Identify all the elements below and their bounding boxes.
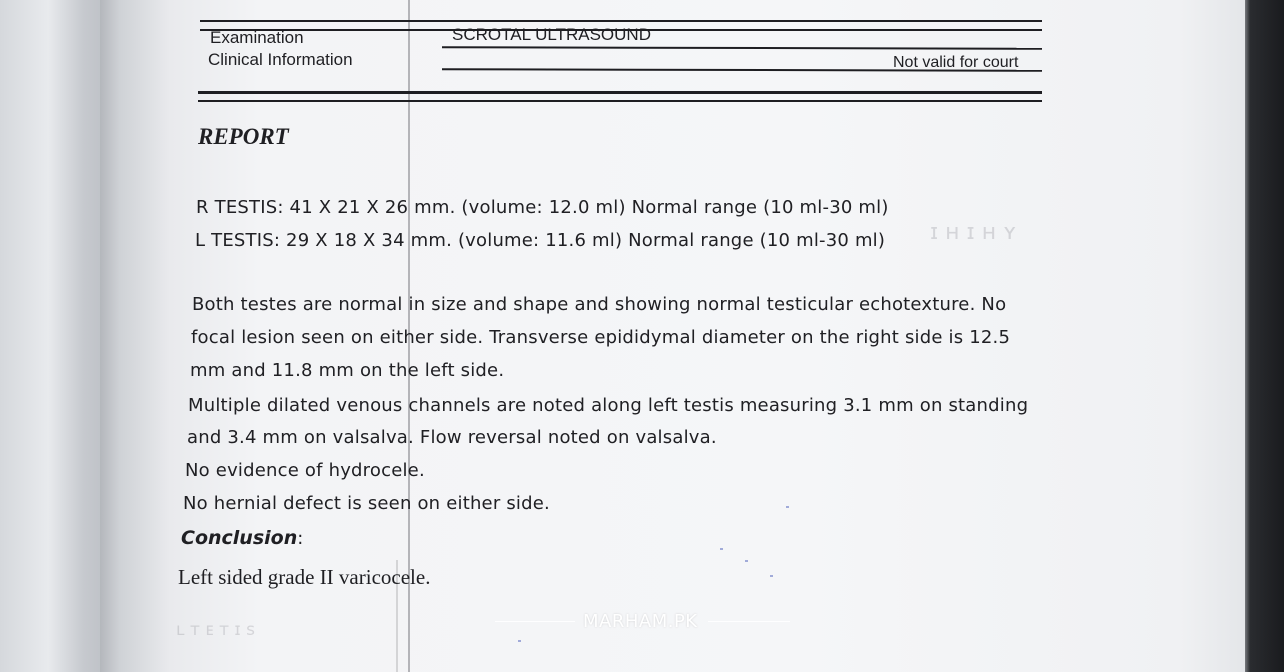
court-note: Not valid for court xyxy=(893,54,1019,71)
ink-speck xyxy=(745,560,748,562)
finding-line: No evidence of hydrocele. xyxy=(185,460,425,481)
finding-line: and 3.4 mm on valsalva. Flow reversal noted on valsalva. xyxy=(187,427,717,448)
finding-line: mm and 11.8 mm on the left side. xyxy=(190,360,505,381)
r-testis-measurement: R TESTIS: 41 X 21 X 26 mm. (volume: 12.0 ml) Normal range (10 ml-30 ml) xyxy=(196,197,889,218)
finding-line: No hernial defect is seen on either side. xyxy=(183,493,550,514)
examination-label: Examination xyxy=(210,28,304,47)
conclusion-heading xyxy=(181,527,304,549)
header-rule-bottom xyxy=(198,91,1042,94)
header-rule-bottom-2 xyxy=(198,100,1042,102)
finding-line: focal lesion seen on either side. Transverse epididymal diameter on the right side is 12.5 xyxy=(191,327,1011,348)
watermark-line-left xyxy=(495,621,575,622)
ghost-bleed-text: ɪ ʜ ɪ ʜ ʏ xyxy=(930,220,1017,245)
header-rule-top xyxy=(200,20,1042,22)
ink-speck xyxy=(770,575,773,577)
finding-line: Both testes are normal in size and shape and showing normal testicular echotexture. No xyxy=(192,294,1007,315)
ink-speck xyxy=(720,548,723,550)
marham-watermark: MARHAM.PK xyxy=(583,611,698,632)
report-heading: REPORT xyxy=(198,124,289,149)
l-testis-measurement: L TESTIS: 29 X 18 X 34 mm. (volume: 11.6 ml) Normal range (10 ml-30 ml) xyxy=(195,230,886,251)
clinical-information-label: Clinical Information xyxy=(208,50,353,69)
ghost-bleed-text-lower: ʟ ᴛ ᴇ ᴛ ɪ s xyxy=(176,620,255,640)
examination-value: SCROTAL ULTRASOUND xyxy=(452,25,651,44)
conclusion-colon: : xyxy=(297,528,304,549)
ink-speck xyxy=(518,640,521,642)
watermark-line-right xyxy=(708,621,790,622)
finding-line: Multiple dilated venous channels are noted along left testis measuring 3.1 mm on standing xyxy=(188,395,1029,416)
conclusion-label: Conclusion xyxy=(181,527,298,549)
conclusion-text: Left sided grade II varicocele. xyxy=(178,565,431,589)
ink-speck xyxy=(786,506,789,508)
